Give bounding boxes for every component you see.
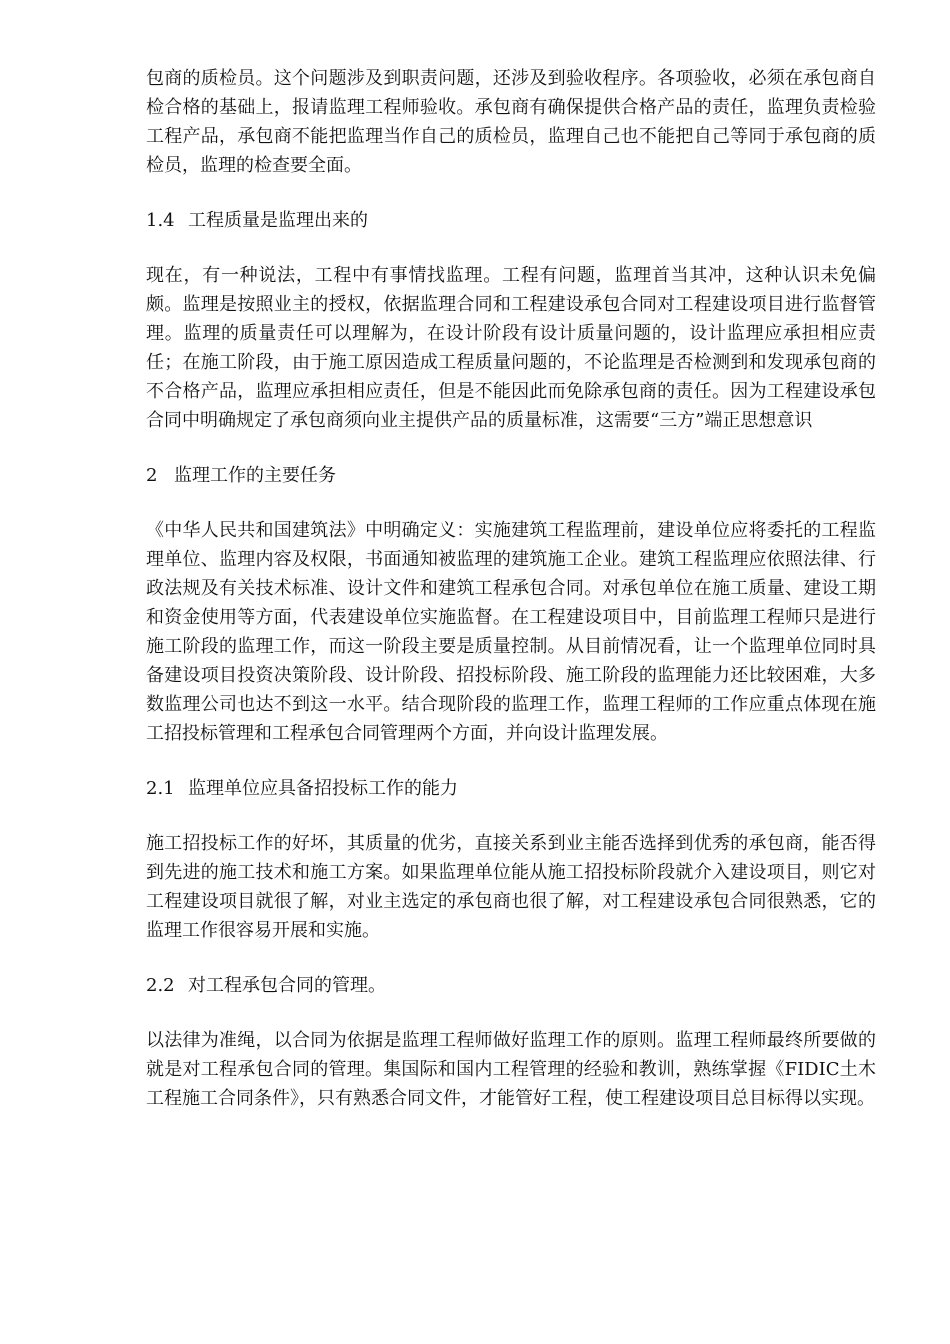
section-heading-2 bbox=[146, 461, 876, 490]
section-number: 1.4 bbox=[146, 210, 175, 231]
section-title: 工程质量是监理出来的 bbox=[188, 210, 368, 231]
paragraph-bidding-ability: 施工招投标工作的好坏，其质量的优劣，直接关系到业主能否选择到优秀的承包商，能否得到先进的施工技术和施工方案。如果监理单位能从施工招投标阶段就介入建设项目，则它对工程建设项目就很了解，对业主选定的承包商也很了解，对工程建设承包合同很熟悉，它的监理工作很容易开展和实施。 bbox=[146, 833, 876, 941]
section-heading-1-4 bbox=[146, 206, 876, 235]
section-number: 2.2 bbox=[146, 975, 175, 996]
section-title: 监理单位应具备招投标工作的能力 bbox=[188, 778, 458, 799]
section-number: 2.1 bbox=[146, 778, 175, 799]
paragraph-quality-responsibility: 现在，有一种说法，工程中有事情找监理。工程有问题，监理首当其冲，这种认识未免偏颇。监理是按照业主的授权，依据监理合同和工程建设承包合同对工程建设项目进行监督管理。监理的质量责任可以理解为，在设计阶段有设计质量问题的，设计监理应承担相应责任；在施工阶段，由于施工原因造成工程质量问题的，不论监理是否检测到和发现承包商的不合格产品，监理应承担相应责任，但是不能因此而免除承包商的责任。因为工程建设承包合同中明确规定了承包商须向业主提供产品的质量标准，这需要“三方”端正思想意识 bbox=[146, 265, 876, 431]
section-heading-2-1 bbox=[146, 774, 876, 803]
section-title: 对工程承包合同的管理。 bbox=[188, 975, 386, 996]
section-title: 监理工作的主要任务 bbox=[174, 465, 336, 486]
document-page bbox=[146, 64, 876, 1139]
section-heading-2-2 bbox=[146, 971, 876, 1000]
paragraph-main-tasks: 《中华人民共和国建筑法》中明确定义：实施建筑工程监理前，建设单位应将委托的工程监理单位、监理内容及权限，书面通知被监理的建筑施工企业。建筑工程监理应依照法律、行政法规及有关技术标准、设计文件和建筑工程承包合同。对承包单位在施工质量、建设工期和资金使用等方面，代表建设单位实施监督。在工程建设项目中，目前监理工程师只是进行施工阶段的监理工作，而这一阶段主要是质量控制。从目前情况看，让一个监理单位同时具备建设项目投资决策阶段、设计阶段、招投标阶段、施工阶段的监理能力还比较困难，大多数监理公司也达不到这一水平。结合现阶段的监理工作，监理工程师的工作应重点体现在施工招投标管理和工程承包合同管理两个方面，并向设计监理发展。 bbox=[146, 520, 876, 744]
paragraph-continued: 包商的质检员。这个问题涉及到职责问题，还涉及到验收程序。各项验收，必须在承包商自检合格的基础上，报请监理工程师验收。承包商有确保提供合格产品的责任，监理负责检验工程产品，承包商不能把监理当作自己的质检员，监理自己也不能把自己等同于承包商的质检员，监理的检查要全面。 bbox=[146, 68, 876, 176]
section-number: 2 bbox=[146, 465, 158, 486]
paragraph-contract-management: 以法律为准绳，以合同为依据是监理工程师做好监理工作的原则。监理工程师最终所要做的就是对工程承包合同的管理。集国际和国内工程管理的经验和教训，熟练掌握《FIDIC土木工程施工合同条件》，只有熟悉合同文件，才能管好工程，使工程建设项目总目标得以实现。 bbox=[146, 1030, 876, 1109]
